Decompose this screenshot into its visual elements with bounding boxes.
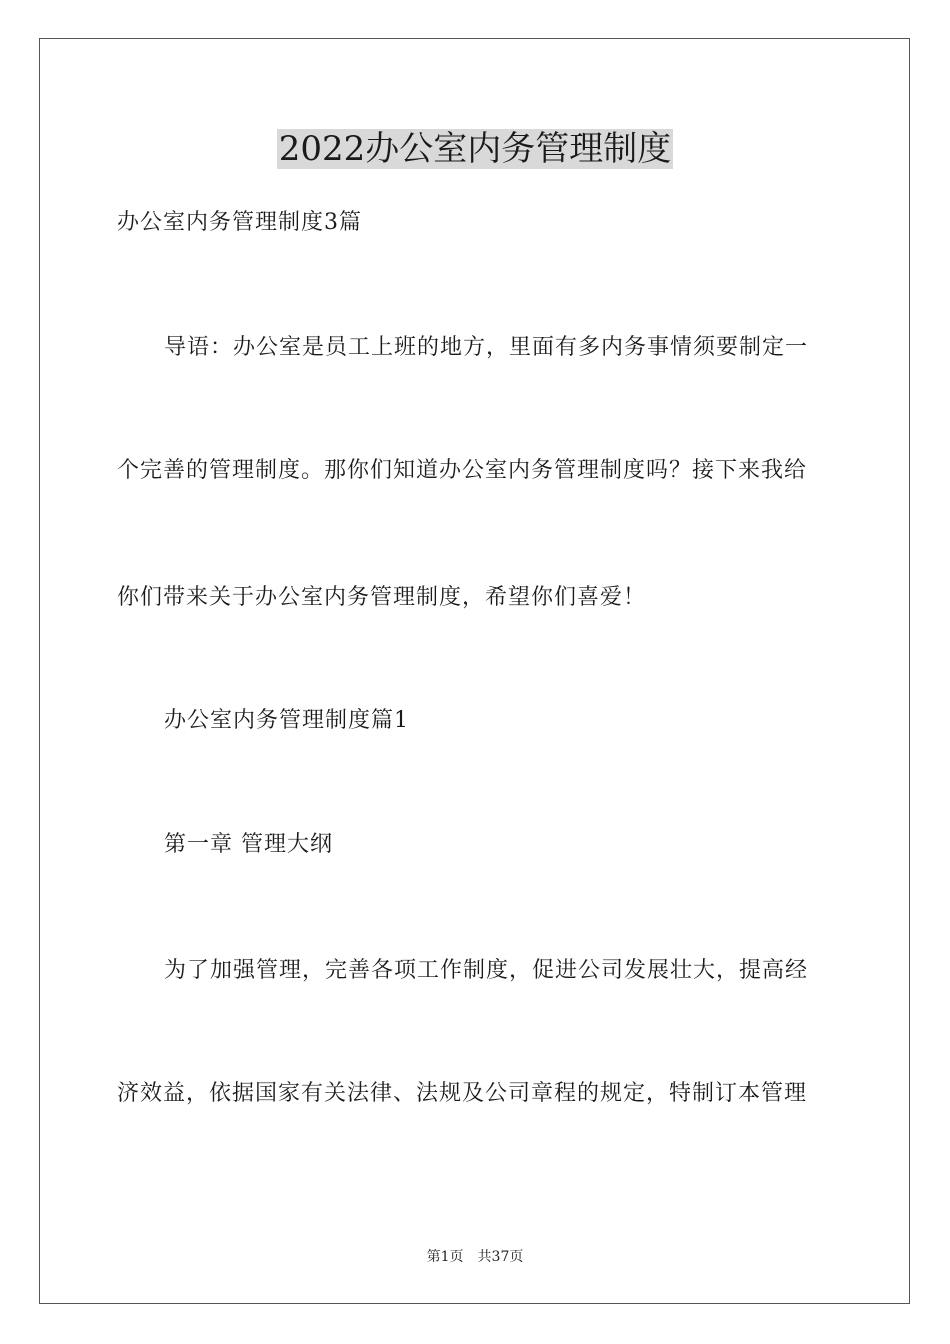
title-text: 2022办公室内务管理制度 bbox=[278, 129, 672, 169]
page-footer bbox=[0, 1247, 950, 1267]
document-title bbox=[0, 126, 950, 172]
subtitle: 办公室内务管理制度3篇 bbox=[117, 210, 362, 235]
paragraph-line: 你们带来关于办公室内务管理制度，希望你们喜爱！ bbox=[117, 585, 647, 610]
paragraph-line: 为了加强管理，完善各项工作制度，促进公司发展壮大，提高经 bbox=[164, 958, 809, 983]
paragraph-line: 个完善的管理制度。那你们知道办公室内务管理制度吗？接下来我给 bbox=[117, 458, 808, 483]
paragraph-line: 导语：办公室是员工上班的地方，里面有多内务事情须要制定一 bbox=[164, 335, 809, 360]
chapter-heading: 第一章 管理大纲 bbox=[164, 832, 333, 857]
section-heading: 办公室内务管理制度篇1 bbox=[164, 708, 409, 733]
paragraph-line: 济效益，依据国家有关法律、法规及公司章程的规定，特制订本管理 bbox=[117, 1081, 808, 1106]
page-number: 第1页 bbox=[426, 1249, 464, 1265]
total-pages: 共37页 bbox=[477, 1249, 524, 1265]
